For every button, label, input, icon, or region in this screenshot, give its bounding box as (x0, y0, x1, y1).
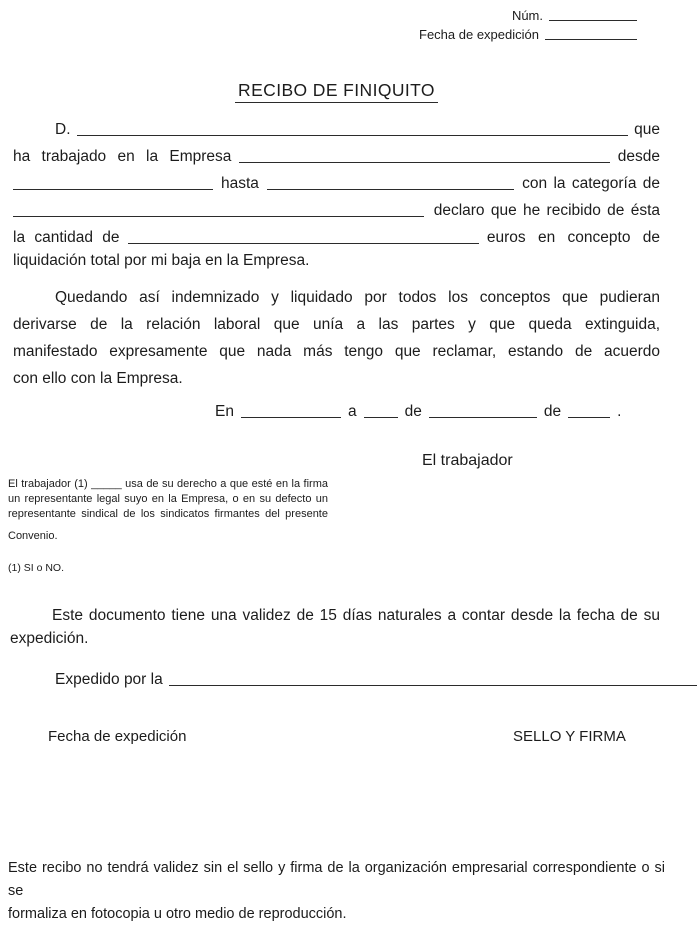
p1-line3 (13, 166, 660, 193)
p1-line5-pre: la cantidad de (13, 229, 120, 246)
fecha-hasta-blank-line (267, 189, 514, 190)
footer-disclaimer (8, 857, 665, 926)
clause-line4: Convenio. (8, 530, 58, 542)
expedido-line (13, 662, 697, 689)
p2-line3: manifestado expresamente que nada más tengo que reclamar, estando de acuerdo (13, 343, 660, 360)
name-blank-line (77, 135, 629, 136)
p1-line3-post: con la categoría de (522, 175, 660, 192)
p1-line1-post: que (634, 121, 660, 138)
bottom-fecha-label: Fecha de expedición (48, 728, 187, 745)
p1-line3-mid: hasta (221, 175, 259, 192)
paragraph-identification (13, 112, 660, 274)
num-row (419, 4, 637, 23)
p1-line1 (13, 112, 660, 139)
dateline-period: . (617, 403, 622, 420)
representative-clause (8, 477, 328, 544)
expedido-label: Expedido por la (55, 671, 163, 688)
paragraph-settlement (13, 284, 660, 392)
num-label: Núm. (511, 8, 543, 23)
empresa-blank-line (239, 162, 609, 163)
clause-line2: un representante legal suyo en la Empresa, o en su defecto un (8, 493, 328, 505)
p3-line2: expedición. (10, 630, 89, 647)
fecha-desde-blank-line (13, 189, 213, 190)
day-blank-line (364, 417, 398, 418)
header-right (419, 4, 637, 42)
fecha-expedicion-label: Fecha de expedición (419, 27, 539, 42)
footer-line1: Este recibo no tendrá validez sin el sello y firma de la organización empresarial correspondiente o si se (8, 860, 665, 899)
p1-line2-post: desde (617, 148, 660, 165)
footnote-si-o-no: (1) SI o NO. (8, 562, 65, 574)
dateline-de2: de (543, 403, 562, 420)
year-blank-line (568, 417, 610, 418)
p2-line2: derivarse de la relación laboral que unía a las partes y que queda extinguida, (13, 316, 660, 333)
fecha-expedicion-row (419, 23, 637, 42)
p2-line4: con ello con la Empresa. (13, 370, 183, 387)
worker-signature-label: El trabajador (422, 452, 513, 469)
title-block (0, 80, 673, 103)
dateline-en: En (215, 403, 234, 420)
p1-line4 (13, 193, 660, 220)
paragraph-validity (10, 604, 660, 650)
p1-line1-pre: D. (55, 121, 71, 138)
p1-line5 (13, 220, 660, 247)
categoria-blank-line (13, 216, 424, 217)
sello-y-firma-label: SELLO Y FIRMA (513, 728, 626, 745)
fecha-expedicion-blank-line (545, 39, 637, 40)
clause-line1: El trabajador (1) _____ usa de su derecho a que esté en la firma (8, 478, 328, 490)
cantidad-blank-line (128, 243, 479, 244)
p1-line5-post: euros en concepto de (486, 229, 660, 246)
document-title: RECIBO DE FINIQUITO (235, 80, 438, 103)
num-blank-line (549, 20, 637, 21)
place-blank-line (241, 417, 341, 418)
p1-line2 (13, 139, 660, 166)
date-place-line (215, 394, 621, 421)
p1-line4-post: declaro que he recibido de ésta (433, 202, 660, 219)
month-blank-line (429, 417, 537, 418)
p1-line2-pre: ha trabajado en la Empresa (13, 148, 232, 165)
p1-line6: liquidación total por mi baja en la Empresa. (13, 252, 310, 269)
clause-line3: representante sindical de los sindicatos firmantes del presente (8, 508, 328, 520)
p3-line1: Este documento tiene una validez de 15 días naturales a contar desde la fecha de su (52, 607, 660, 624)
p2-line1: Quedando así indemnizado y liquidado por todos los conceptos que pudieran (55, 289, 660, 306)
expedido-blank-line (169, 685, 697, 686)
dateline-a: a (347, 403, 357, 420)
dateline-de1: de (404, 403, 422, 420)
footer-line2: formaliza en fotocopia u otro medio de reproducción. (8, 906, 347, 922)
